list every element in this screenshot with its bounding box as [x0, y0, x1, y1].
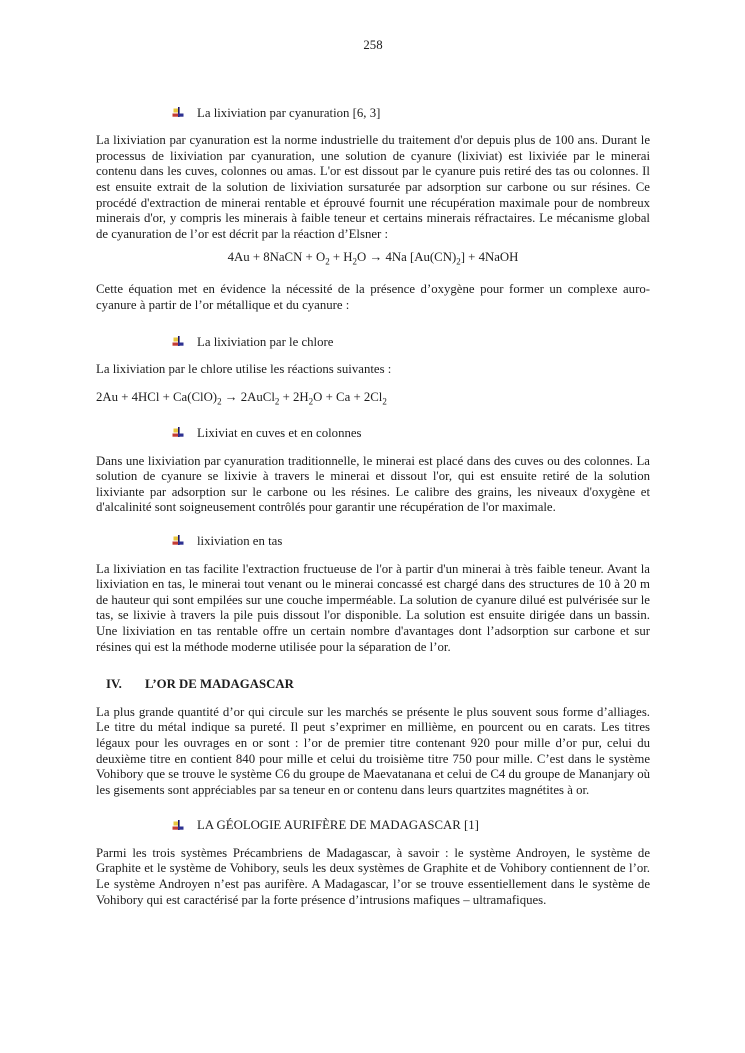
bullet-label-cuves: Lixiviat en cuves et en colonnes: [197, 426, 362, 440]
paragraph-chlore-intro: La lixiviation par le chlore utilise les réactions suivantes :: [96, 362, 392, 377]
paragraph-madagascar: La plus grande quantité d’or qui circule sur les marchés se présente le plus souvent sous forme d’alliages. Le titre du métal indique sa pureté. Il peut s’exprimer en millième, en pourcent ou en carats. Les titres légaux pour les ouvrages en or sont : l’or de premier titre contenant 920 pour mille d’or pur, celui du deuxième titre en contient 840 pour mille et celui du troisième titre 750 pour mille. C’est dans le système Vohibory que se trouve le système C6 du groupe de Maevatanana et celui de C4 du groupe de Mananjary où les gisements sont appréciables par sa teneur en or contenu dans leurs quartzites magnétites à or.: [96, 704, 650, 797]
colored-cross-bullet-icon: [172, 535, 184, 548]
bullet-item-geologie: [172, 818, 650, 834]
colored-cross-bullet-icon: [172, 107, 184, 120]
equation-elsner: 4Au + 8NaCN + $O_2 + H_2O \to 4Na$ $[Au(CN)_2]$ + 4NaOH: [227, 250, 519, 267]
heading-title: L’OR DE MADAGASCAR: [145, 677, 294, 692]
heading-numeral: IV.: [106, 677, 122, 692]
section-heading-or-de-madagascar: [96, 677, 650, 693]
bullet-item-cyanuration: [172, 106, 650, 122]
bullet-item-chlore: [172, 335, 650, 351]
equation-chlore: $2Au + 4HCl + Ca(ClO)_2$ → 2AuCl$_2$ + $2H_2O + Ca + 2Cl_2$: [96, 389, 387, 407]
paragraph-equation-note: Cette équation met en évidence la nécessité de la présence d’oxygène pour former un complexe auro-cyanure à partir de l’or métallique et du cyanure :: [96, 282, 650, 313]
page-number: 258: [363, 38, 383, 52]
bullet-label-tas: lixiviation en tas: [197, 533, 283, 548]
bullet-item-cuves: [172, 426, 650, 442]
bullet-label-cyanuration: La lixiviation par cyanuration [6, 3]: [197, 105, 381, 120]
paragraph-cyanuration: La lixiviation par cyanuration est la norme industrielle du traitement d'or depuis plus de 100 ans. Durant le processus de lixiviation par cyanuration, une solution de cyanure (lixiviat) est lixiviée par le minerai contenu dans les cuves, colonnes ou amas. L'or est dissout par le cyanure puis retiré des tas ou colonnes. Il est ensuite extrait de la solution de lixiviation sursaturée par adsorption sur carbone ou sur résines. Ce procédé d'extraction de minerai rentable et éprouvé fournit une récupération maximale pour de nombreux minerais d'or, y compris les minerais à faible teneur et certains minerais réfractaires. Le mécanisme global de cyanuration de l’or est décrit par la réaction d’Elsner :: [96, 133, 650, 241]
colored-cross-bullet-icon: [172, 427, 184, 440]
bullet-label-geologie: LA GÉOLOGIE AURIFÈRE DE MADAGASCAR [1]: [197, 818, 479, 833]
colored-cross-bullet-icon: [172, 336, 184, 349]
paragraph-geologie: Parmi les trois systèmes Précambriens de Madagascar, à savoir : le système Androyen, le système de Graphite et le système de Vohibory, seuls les deux systèmes de Graphite et de Vohibory contiennent de l’or. Le système Androyen n’est pas aurifère. A Madagascar, l’or se trouve essentiellement dans le système de Vohibory qui est caractérisé par la forte présence d’intrusions mafiques – ultramafiques.: [96, 845, 650, 907]
paragraph-tas: La lixiviation en tas facilite l'extraction fructueuse de l'or à partir d'un minerai à très faible teneur. Avant la lixiviation en tas, le minerai tout venant ou le minerai concassé est chargé dans des structures de 10 à 20 m de hauteur qui sont empilées sur une couche imperméable. La solution de cyanure dilué est pulvérisée sur le tas, se lixivie à travers la pile puis dissout l'or disponible. La solution est ensuite dirigée dans un bassin. Une lixiviation en tas rentable offre un certain nombre d'avantages dont l’adsorption sur carbone et sur résines qui est la méthode moderne utilisée pour la séparation de l’or.: [96, 561, 650, 654]
paragraph-cuves: Dans une lixiviation par cyanuration traditionnelle, le minerai est placé dans des cuves ou des colonnes. La solution de cyanure se lixivie à travers le minerai et dissout l'or, qui est ensuite retiré de la solution lixiviante par adsorption sur le carbone ou les résines. Le calibre des grains, les niveaux d'oxygène et d'alcalinité sont soigneusement contrôlés pour garantir une récupération de l'or maximale.: [96, 453, 650, 515]
bullet-label-chlore: La lixiviation par le chlore: [197, 334, 334, 349]
bullet-item-tas: [172, 534, 650, 550]
colored-cross-bullet-icon: [172, 820, 184, 833]
